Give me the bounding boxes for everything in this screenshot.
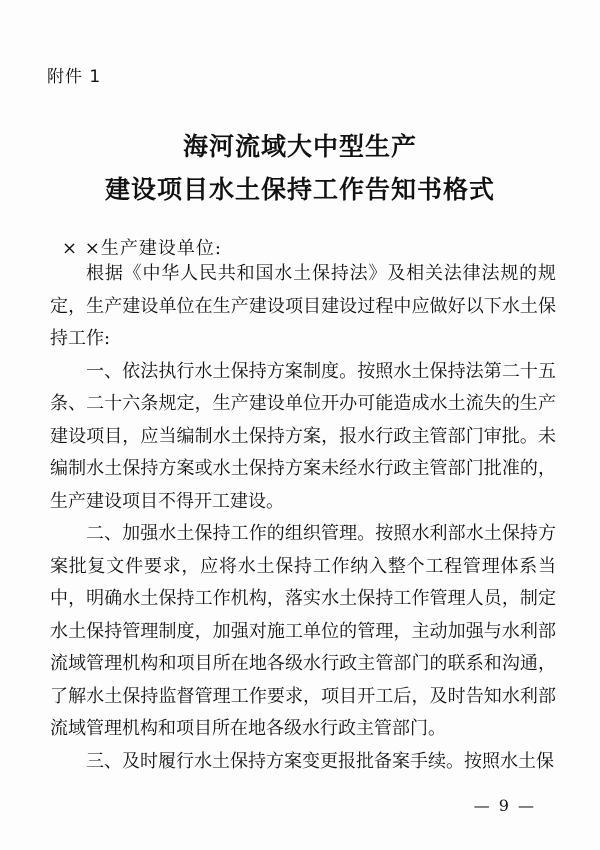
document-body bbox=[50, 258, 556, 778]
document-title-line-1: 海河流域大中型生产 bbox=[182, 132, 417, 161]
document-title-line-2: 建设项目水土保持工作告知书格式 bbox=[104, 175, 495, 204]
attachment-label: 附件 1 bbox=[47, 67, 102, 87]
paragraph-section-2: 二、加强水土保持工作的组织管理。按照水利部水土保持方案批复文件要求，应将水土保持工作纳入整个工程管理体系当中，明确水土保持工作机构，落实水土保持工作管理人员，制定水土保持管理制度，加强对施工单位的管理，主动加强与水利部流域管理机构和项目所在地各级水行政主管部门的联系和沟通，了解水土保持监督管理工作要求，项目开工后，及时告知水利部流域管理机构和项目所在地各级水行政主管部门。 bbox=[50, 523, 556, 739]
paragraph-intro: 根据《中华人民共和国水土保持法》及相关法律法规的规定，生产建设单位在生产建设项目建设过程中应做好以下水土保持工作: bbox=[50, 263, 556, 349]
paragraph-section-1: 一、依法执行水土保持方案制度。按照水土保持法第二十五条、二十六条规定，生产建设单位开办可能造成水土流失的生产建设项目，应当编制水土保持方案，报水行政主管部门审批。未编制水土保持方案或水土保持方案未经水行政主管部门批准的，生产建设项目不得开工建设。 bbox=[50, 360, 556, 512]
paragraph-section-3: 三、及时履行水土保持方案变更报批备案手续。按照水土保 bbox=[86, 750, 554, 772]
page-number: — 9 — bbox=[473, 796, 536, 815]
salutation: × ×生产建设单位: bbox=[62, 238, 222, 259]
